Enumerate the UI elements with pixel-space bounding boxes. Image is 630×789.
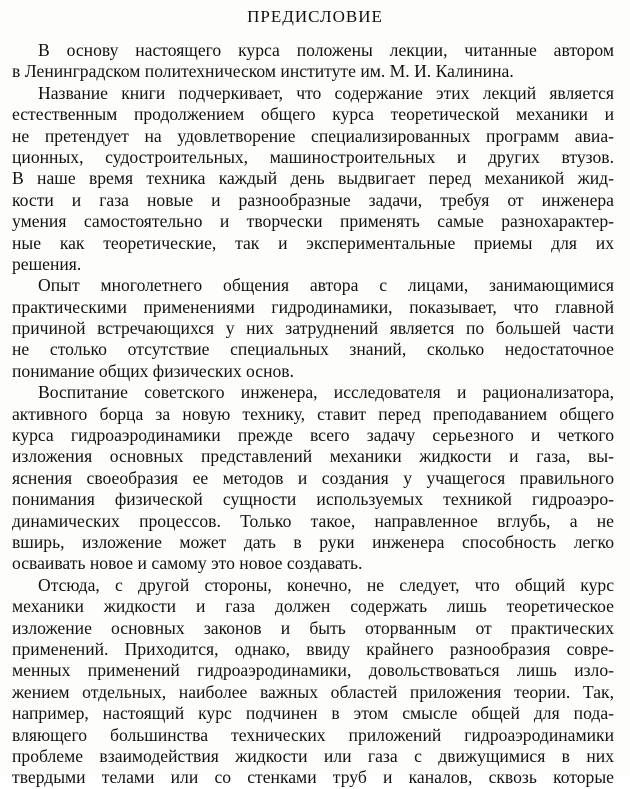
text-line: ные как теоретические, так и экспериментальные приемы для их bbox=[12, 232, 614, 253]
text-line: естественным продолжением общего курса теоретической механики и bbox=[12, 104, 614, 125]
text-line: осваивать новое и самому это новое создавать. bbox=[12, 553, 363, 574]
text-line: кости и газа новые и разнообразные задачи, требуя от инженера bbox=[12, 189, 614, 210]
text-line: Отсюда, с другой стороны, конечно, не следует, что общий курс bbox=[38, 574, 614, 595]
text-line: активного борца за новую технику, ставит перед преподаванием общего bbox=[12, 403, 614, 424]
text-line: не претендует на удовлетворение специализированных программ авиа- bbox=[12, 125, 614, 146]
text-line: понимания физической сущности используемых техникой гидроаэро- bbox=[12, 489, 614, 510]
text-line: например, настоящий курс подчинен в этом смысле общей для пода- bbox=[12, 703, 614, 724]
text-line: практическими применениями гидродинамики, показывает, что главной bbox=[12, 296, 614, 317]
text-line: не столько отсутствие специальных знаний, сколько недостаточное bbox=[12, 339, 614, 360]
text-line: Опыт многолетнего общения автора с лицами, занимающимися bbox=[38, 275, 614, 296]
text-line: Название книги подчеркивает, что содержание этих лекций является bbox=[38, 82, 614, 103]
text-line: твердыми телами или со стенками труб и каналов, сквозь которые bbox=[12, 767, 614, 788]
text-line: жением отдельных, наиболее важных областей приложения теории. Так, bbox=[12, 681, 614, 702]
text-line: вляющего большинства технических приложений гидроаэродинамики bbox=[12, 724, 614, 745]
text-line: динамических процессов. Только такое, направленное вглубь, а не bbox=[12, 510, 614, 531]
text-line: в Ленинградском политехническом институте им. М. И. Калинина. bbox=[12, 61, 514, 82]
text-line: ционных, судостроительных, машиностроительных и других втузов. bbox=[12, 146, 614, 167]
text-line: вширь, изложение может дать в руки инженера способность легко bbox=[12, 531, 614, 552]
text-line: курса гидроаэродинамики прежде всего задачу серьезного и четкого bbox=[12, 425, 614, 446]
text-line: умения самостоятельно и творчески применять самые разнохарактер- bbox=[12, 211, 614, 232]
page-title: ПРЕДИСЛОВИЕ bbox=[247, 7, 383, 26]
text-line: решения. bbox=[12, 253, 82, 274]
text-line: В основу настоящего курса положены лекции, читанные автором bbox=[38, 40, 614, 60]
text-line: применений. Приходится, однако, ввиду крайнего разнообразия совре- bbox=[12, 638, 614, 659]
text-line: Воспитание советского инженера, исследователя и рационализатора, bbox=[38, 382, 614, 403]
preface-body bbox=[12, 40, 614, 789]
text-line: изложения основных представлений механики жидкости и газа, вы- bbox=[12, 446, 614, 467]
text-line: изложение основных законов и быть оторванным от практических bbox=[12, 617, 614, 638]
text-line: механики жидкости и газа должен содержать лишь теоретическое bbox=[12, 596, 614, 617]
text-line: понимание общих физических основ. bbox=[12, 360, 295, 381]
text-line: менных применений гидроаэродинамики, довольствоваться лишь изло- bbox=[12, 660, 614, 681]
text-line: яснения своеобразия ее методов и создания у учащегося правильного bbox=[12, 467, 614, 488]
text-line: причиной встречающихся у них затруднений является по большей части bbox=[12, 318, 614, 339]
text-line: проблеме взаимодействия жидкости или газа с движущимися в них bbox=[12, 745, 614, 766]
text-line: В наше время техника каждый день выдвигает перед механикой жид- bbox=[12, 168, 614, 189]
